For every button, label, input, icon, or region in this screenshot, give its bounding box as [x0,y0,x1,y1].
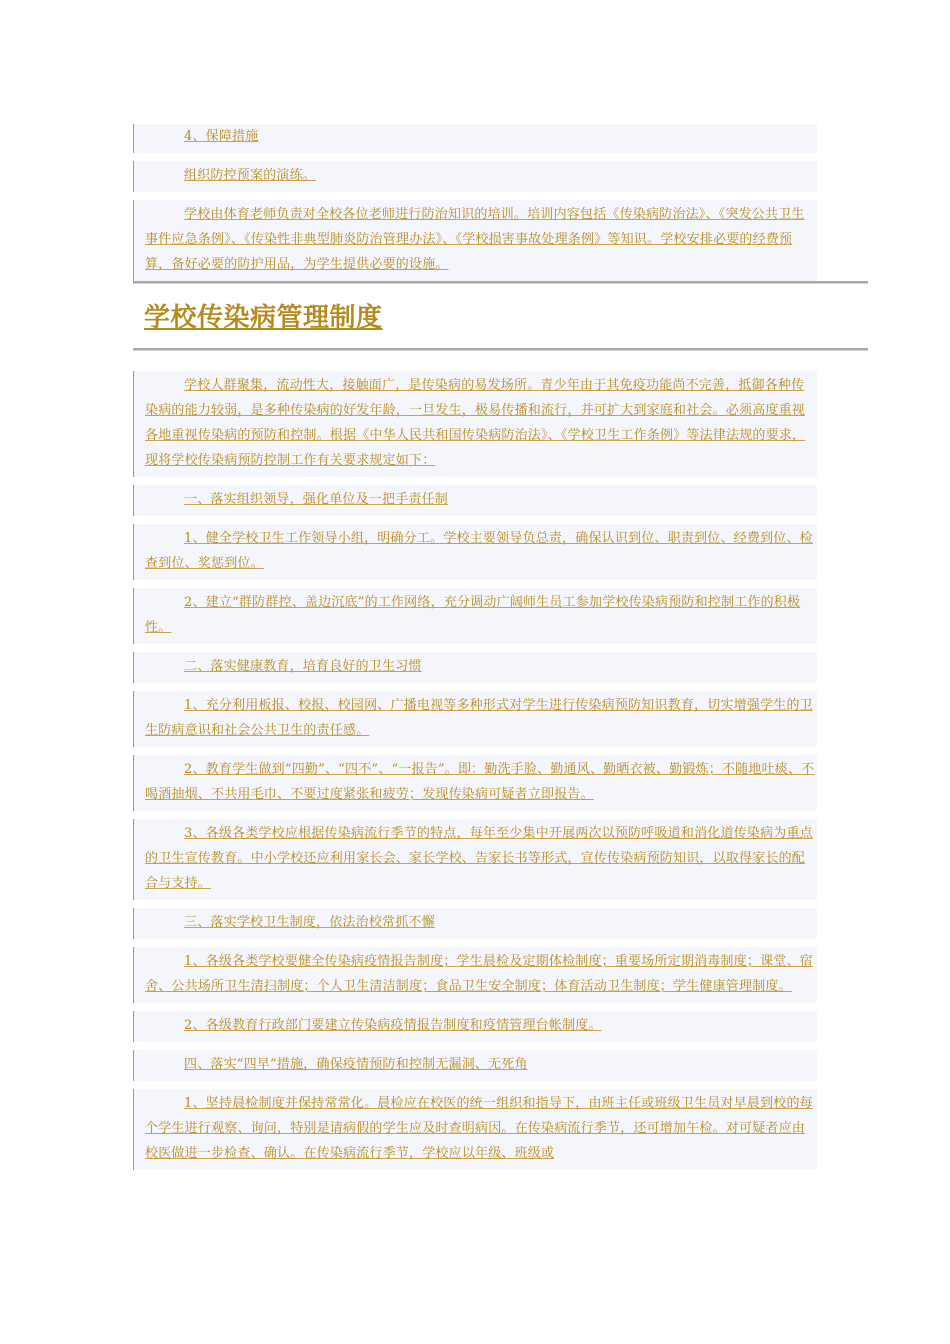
paragraph-block [133,200,817,281]
paragraph-block [133,652,817,683]
paragraph[interactable]: 1、坚持晨检制度并保持常常化。晨检应在校医的统一组织和指导下，由班主任或班级卫生员对早晨到校的每个学生进行观察、询问，特别是请病假的学生应及时查明病因。在传染病流行季节，还可增加午检。对可疑者应由校医做进一步检查、确认。在传染病流行季节，学校应以年级、班级或 [145,1096,813,1161]
title-block [133,284,868,348]
paragraph-block [133,819,817,900]
paragraph[interactable]: 1、充分利用板报、校报、校园网、广播电视等多种形式对学生进行传染病预防知识教育，切实增强学生的卫生防病意识和社会公共卫生的责任感。 [145,698,813,738]
paragraph-block [133,1089,817,1170]
paragraph-block [133,588,817,644]
page-title[interactable]: 学校传染病管理制度 [144,303,383,333]
paragraph[interactable]: 2、建立“群防群控、盖边沉底”的工作网络，充分调动广阔师生员工参加学校传染病预防和控制工作的积极性。 [145,595,801,635]
section-heading[interactable]: 4、保障措施 [184,129,259,144]
document-body [133,124,868,1170]
section-heading[interactable]: 一、落实组织领导，强化单位及一把手责任制 [184,492,449,507]
paragraph[interactable]: 2、教育学生做到“四勤”、“四不”、“一报告”。即：勤洗手脸、勤通风、勤晒衣被、勤锻炼；不随地吐痰、不喝酒抽烟、不共用毛巾、不要过度紧张和疲劳；发现传染病可疑者立即报告。 [145,762,815,802]
section-heading[interactable]: 二、落实健康教育，培育良好的卫生习惯 [184,659,422,674]
paragraph[interactable]: 学校由体育老师负责对全校各位老师进行防治知识的培训。培训内容包括《传染病防治法》、《突发公共卫生事件应急条例》、《传染性非典型肺炎防治管理办法》、《学校损害事故处理条例》等知识。学校安排必要的经费预算，备好必要的防护用品，为学生提供必要的设施。 [145,207,805,272]
paragraph-block [133,908,817,939]
divider [133,348,868,351]
paragraph-block [133,1011,817,1042]
paragraph-block [133,524,817,580]
paragraph[interactable]: 1、各级各类学校要健全传染病疫情报告制度；学生晨检及定期体检制度；重要场所定期消毒制度；课堂、宿舍、公共场所卫生清扫制度；个人卫生清洁制度；食品卫生安全制度；体育活动卫生制度；学生健康管理制度。 [145,954,813,994]
paragraph-block [133,485,817,516]
paragraph[interactable]: 组织防控预案的演练。 [184,168,317,183]
section-heading[interactable]: 四、落实“四早”措施，确保疫情预防和控制无漏洞、无死角 [184,1057,528,1072]
paragraph-block [133,124,817,153]
paragraph-block [133,947,817,1003]
paragraph-block [133,1050,817,1081]
paragraph[interactable]: 2、各级教育行政部门要建立传染病疫情报告制度和疫情管理台帐制度。 [184,1018,602,1033]
paragraph-block [133,755,817,811]
section-heading[interactable]: 三、落实学校卫生制度，依法治校常抓不懈 [184,915,435,930]
paragraph-block [133,161,817,192]
paragraph-block [133,691,817,747]
paragraph[interactable]: 1、健全学校卫生工作领导小组，明确分工。学校主要领导负总责，确保认识到位、职责到位、经费到位、检查到位、奖惩到位。 [145,531,813,571]
intro-paragraph[interactable]: 学校人群聚集，流动性大，接触面广，是传染病的易发场所。青少年由于其免疫功能尚不完善，抵御各种传染病的能力较弱，是多种传染病的好发年龄，一旦发生，极易传播和流行，并可扩大到家庭和社会。必须高度重视各地重视传染病的预防和控制。根据《中华人民共和国传染病防治法》、《学校卫生工作条例》等法律法规的要求，现将学校传染病预防控制工作有关要求规定如下： [145,378,806,468]
paragraph[interactable]: 3、各级各类学校应根据传染病流行季节的特点，每年至少集中开展两次以预防呼吸道和消化道传染病为重点的卫生宣传教育。中小学校还应利用家长会、家长学校、告家长书等形式，宣传传染病预防知识，以取得家长的配合与支持。 [145,826,813,891]
paragraph-block [133,371,817,477]
